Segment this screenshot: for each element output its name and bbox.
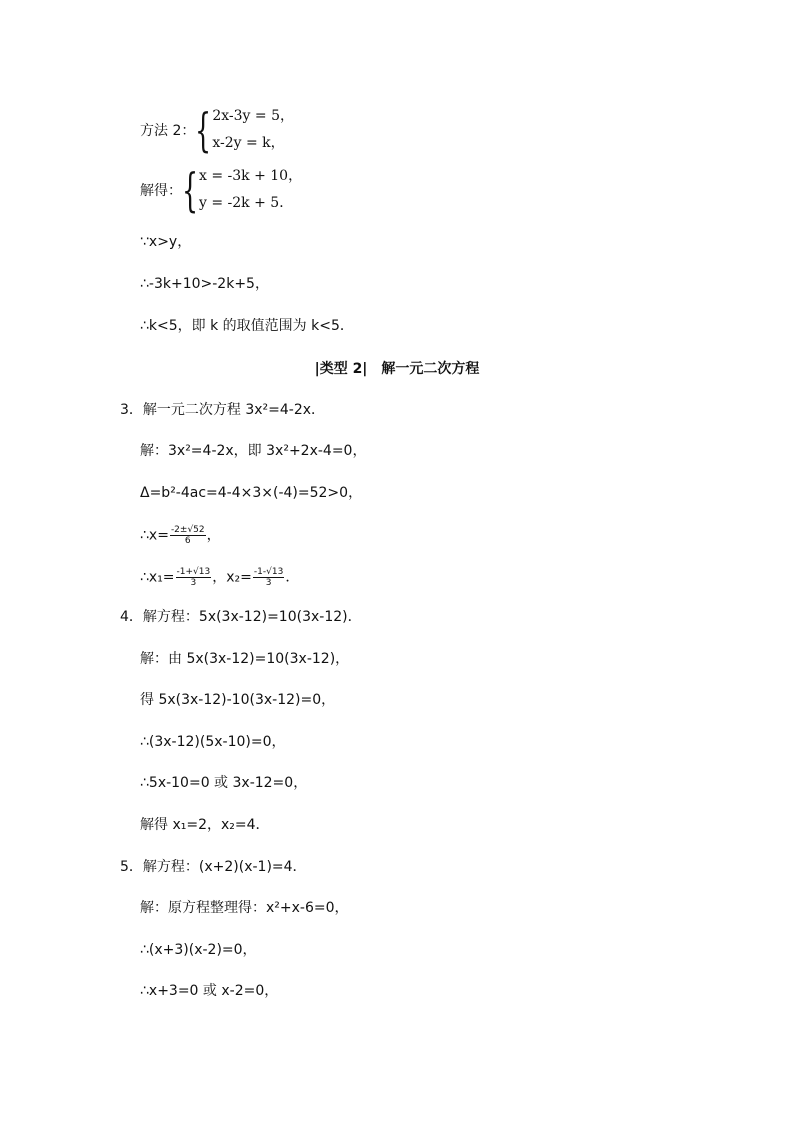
q4-step-2: 得 5x(3x-12)-10(3x-12)=0， bbox=[140, 692, 336, 708]
solve-eq2: y = -2k + 5． bbox=[199, 195, 294, 211]
fraction-numerator: -2±√52 bbox=[170, 525, 205, 535]
left-brace-icon: { bbox=[195, 103, 212, 157]
solve-eq1: x = -3k + 10， bbox=[199, 168, 303, 184]
since-line: ∵x>y， bbox=[140, 234, 192, 250]
therefore-line-1: ∴-3k+10>-2k+5， bbox=[140, 276, 269, 292]
q3-step-4-post: ． bbox=[285, 569, 300, 586]
fraction bbox=[253, 567, 284, 588]
q3-step-3-pre: ∴x= bbox=[140, 527, 169, 544]
q4-step-3: ∴(3x-12)(5x-10)=0， bbox=[140, 734, 286, 750]
method2-eq1: 2x-3y = 5， bbox=[212, 108, 295, 124]
fraction-denominator: 6 bbox=[184, 536, 191, 546]
therefore-line-2: ∴k<5，即 k 的取值范围为 k<5． bbox=[140, 318, 354, 334]
q4-step-1: 解：由 5x(3x-12)=10(3x-12)， bbox=[140, 651, 350, 667]
q4-title: 4．解方程：5x(3x-12)=10(3x-12)． bbox=[120, 609, 362, 625]
fraction-numerator: -1-√13 bbox=[253, 567, 284, 577]
fraction bbox=[170, 525, 206, 546]
q3-step-4-pre: ∴x₁= bbox=[140, 569, 175, 586]
q3-step-3-post: ， bbox=[206, 527, 221, 544]
q4-step-5: 解得 x₁=2，x₂=4． bbox=[140, 817, 270, 833]
section-heading: |类型 2| 解一元二次方程 bbox=[314, 361, 480, 377]
q5-title: 5．解方程：(x+2)(x-1)=4． bbox=[120, 859, 307, 875]
q5-step-1: 解：原方程整理得：x²+x-6=0， bbox=[140, 900, 349, 916]
q4-step-4: ∴5x-10=0 或 3x-12=0， bbox=[140, 775, 308, 791]
q5-step-2: ∴(x+3)(x-2)=0， bbox=[140, 942, 257, 958]
q5-step-3: ∴x+3=0 或 x-2=0， bbox=[140, 983, 279, 999]
fraction-numerator: -1+√13 bbox=[176, 567, 211, 577]
method2-system bbox=[140, 103, 294, 157]
solution-system bbox=[140, 163, 302, 217]
left-brace-icon: { bbox=[182, 163, 199, 217]
q3-step-1: 解：3x²=4-2x，即 3x²+2x-4=0， bbox=[140, 443, 367, 459]
method2-label: 方法 2： bbox=[140, 123, 196, 139]
fraction-denominator: 3 bbox=[190, 578, 197, 588]
q3-step-4-mid: ，x₂= bbox=[212, 569, 252, 586]
q3-step-3 bbox=[140, 525, 221, 546]
q3-title: 3．解一元二次方程 3x²=4-2x． bbox=[120, 402, 326, 418]
fraction bbox=[176, 567, 212, 588]
method2-eq2: x-2y = k， bbox=[212, 135, 285, 151]
fraction-denominator: 3 bbox=[265, 578, 272, 588]
q3-step-4 bbox=[140, 567, 299, 588]
solve-label: 解得： bbox=[140, 183, 182, 199]
q3-step-2: Δ=b²-4ac=4-4×3×(-4)=52>0， bbox=[140, 485, 363, 501]
